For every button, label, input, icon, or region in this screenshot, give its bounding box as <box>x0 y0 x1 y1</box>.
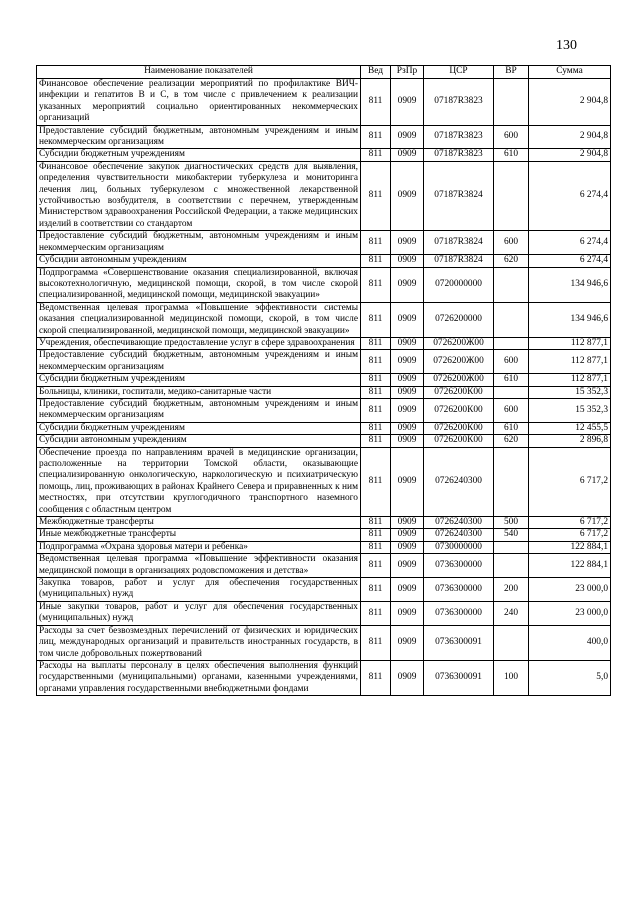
cell-vr <box>494 337 529 349</box>
cell-name: Предоставление субсидий бюджетным, автономным учреждениям и иным некоммерческим организациям <box>37 350 361 374</box>
cell-ved: 811 <box>361 601 391 625</box>
cell-rzpr: 0909 <box>391 302 424 337</box>
cell-name: Иные межбюджетные трансферты <box>37 529 361 541</box>
cell-sum: 2 904,8 <box>529 149 611 161</box>
cell-sum: 15 352,3 <box>529 386 611 398</box>
cell-vr: 620 <box>494 435 529 447</box>
cell-csr: 07187R3824 <box>424 161 494 230</box>
cell-vr: 610 <box>494 422 529 434</box>
cell-vr: 610 <box>494 149 529 161</box>
header-name: Наименование показателей <box>37 66 361 79</box>
cell-sum: 134 946,6 <box>529 267 611 302</box>
cell-sum: 122 884,1 <box>529 541 611 553</box>
cell-vr: 500 <box>494 517 529 529</box>
cell-name: Предоставление субсидий бюджетным, автономным учреждениям и иным некоммерческим организациям <box>37 231 361 255</box>
cell-sum: 6 274,4 <box>529 255 611 267</box>
budget-table <box>36 65 611 696</box>
table-header <box>37 66 611 79</box>
cell-sum: 23 000,0 <box>529 601 611 625</box>
cell-rzpr: 0909 <box>391 161 424 230</box>
cell-ved: 811 <box>361 435 391 447</box>
cell-rzpr: 0909 <box>391 554 424 578</box>
cell-vr <box>494 302 529 337</box>
cell-rzpr: 0909 <box>391 79 424 126</box>
cell-name: Больницы, клиники, госпитали, медико-санитарные части <box>37 386 361 398</box>
cell-vr: 540 <box>494 529 529 541</box>
cell-vr: 600 <box>494 398 529 422</box>
table-row <box>37 422 611 434</box>
header-row <box>37 66 611 79</box>
header-sum: Сумма <box>529 66 611 79</box>
cell-csr: 0726200Ж00 <box>424 374 494 386</box>
cell-rzpr: 0909 <box>391 231 424 255</box>
cell-vr: 600 <box>494 350 529 374</box>
cell-sum: 122 884,1 <box>529 554 611 578</box>
cell-name: Предоставление субсидий бюджетным, автономным учреждениям и иным некоммерческим организациям <box>37 398 361 422</box>
cell-sum: 23 000,0 <box>529 578 611 602</box>
cell-vr <box>494 161 529 230</box>
cell-csr: 0736300000 <box>424 578 494 602</box>
cell-csr: 07187R3824 <box>424 231 494 255</box>
cell-vr: 600 <box>494 231 529 255</box>
cell-rzpr: 0909 <box>391 578 424 602</box>
cell-csr: 0726200К00 <box>424 386 494 398</box>
cell-ved: 811 <box>361 625 391 660</box>
cell-name: Финансовое обеспечение реализации мероприятий по профилактике ВИЧ-инфекции и гепатитов В и С, в том числе с привлечением к реализации указанных мероприятий социально ориентированных некоммерческих организаций <box>37 79 361 126</box>
cell-sum: 2 896,8 <box>529 435 611 447</box>
cell-ved: 811 <box>361 398 391 422</box>
cell-rzpr: 0909 <box>391 625 424 660</box>
cell-name: Субсидии бюджетным учреждениям <box>37 422 361 434</box>
cell-rzpr: 0909 <box>391 149 424 161</box>
cell-name: Субсидии автономным учреждениям <box>37 255 361 267</box>
cell-csr: 0726240300 <box>424 529 494 541</box>
table-row <box>37 398 611 422</box>
cell-sum: 112 877,1 <box>529 374 611 386</box>
cell-sum: 6 717,2 <box>529 447 611 516</box>
cell-csr: 0736300000 <box>424 554 494 578</box>
cell-csr: 0720000000 <box>424 267 494 302</box>
cell-vr: 600 <box>494 125 529 149</box>
cell-ved: 811 <box>361 541 391 553</box>
cell-name: Предоставление субсидий бюджетным, автономным учреждениям и иным некоммерческим организациям <box>37 125 361 149</box>
cell-sum: 15 352,3 <box>529 398 611 422</box>
cell-vr <box>494 267 529 302</box>
cell-sum: 2 904,8 <box>529 79 611 126</box>
cell-ved: 811 <box>361 125 391 149</box>
cell-ved: 811 <box>361 337 391 349</box>
cell-sum: 6 717,2 <box>529 529 611 541</box>
cell-csr: 0736300091 <box>424 660 494 695</box>
cell-rzpr: 0909 <box>391 447 424 516</box>
cell-ved: 811 <box>361 517 391 529</box>
table-row <box>37 601 611 625</box>
cell-rzpr: 0909 <box>391 529 424 541</box>
cell-vr: 610 <box>494 374 529 386</box>
table-row <box>37 554 611 578</box>
cell-vr <box>494 541 529 553</box>
cell-ved: 811 <box>361 350 391 374</box>
cell-rzpr: 0909 <box>391 386 424 398</box>
cell-vr <box>494 625 529 660</box>
table-row <box>37 625 611 660</box>
cell-rzpr: 0909 <box>391 422 424 434</box>
cell-ved: 811 <box>361 374 391 386</box>
cell-csr: 0730000000 <box>424 541 494 553</box>
cell-name: Субсидии автономным учреждениям <box>37 435 361 447</box>
table-row <box>37 660 611 695</box>
cell-vr <box>494 447 529 516</box>
cell-ved: 811 <box>361 267 391 302</box>
table-row <box>37 231 611 255</box>
cell-ved: 811 <box>361 386 391 398</box>
cell-sum: 400,0 <box>529 625 611 660</box>
cell-rzpr: 0909 <box>391 374 424 386</box>
cell-name: Расходы за счет безвозмездных перечислений от физических и юридических лиц, международных организаций и правительств иностранных государств, в том числе добровольных пожертвований <box>37 625 361 660</box>
table-row <box>37 517 611 529</box>
cell-csr: 0726200К00 <box>424 422 494 434</box>
cell-name: Ведомственная целевая программа «Повышение эффективности системы оказания специализированной медицинской помощи, скорой, в том числе скорой специализированной, медицинской помощи, медицинской эвакуации» <box>37 302 361 337</box>
cell-ved: 811 <box>361 660 391 695</box>
cell-sum: 6 274,4 <box>529 231 611 255</box>
cell-rzpr: 0909 <box>391 541 424 553</box>
cell-rzpr: 0909 <box>391 125 424 149</box>
cell-rzpr: 0909 <box>391 660 424 695</box>
cell-csr: 0736300091 <box>424 625 494 660</box>
cell-name: Субсидии бюджетным учреждениям <box>37 374 361 386</box>
cell-csr: 0726200Ж00 <box>424 350 494 374</box>
cell-csr: 07187R3823 <box>424 149 494 161</box>
cell-csr: 0736300000 <box>424 601 494 625</box>
cell-ved: 811 <box>361 554 391 578</box>
table-row <box>37 337 611 349</box>
cell-sum: 112 877,1 <box>529 337 611 349</box>
cell-rzpr: 0909 <box>391 337 424 349</box>
cell-vr: 100 <box>494 660 529 695</box>
cell-rzpr: 0909 <box>391 398 424 422</box>
cell-vr <box>494 79 529 126</box>
table-row <box>37 125 611 149</box>
table-row <box>37 255 611 267</box>
cell-sum: 112 877,1 <box>529 350 611 374</box>
cell-name: Подпрограмма «Охрана здоровья матери и ребенка» <box>37 541 361 553</box>
table-body <box>37 79 611 696</box>
table-row <box>37 386 611 398</box>
cell-rzpr: 0909 <box>391 267 424 302</box>
cell-ved: 811 <box>361 302 391 337</box>
cell-name: Финансовое обеспечение закупок диагностических средств для выявления, определения чувствительности микобактерии туберкулеза и мониторинга лечения лиц, больных туберкулезом с множественной лекарственной устойчивостью возбудителя, в соответствии с перечнем, утвержденным Министерством здравоохранения Российской Федерации, а также медицинских изделий в соответствии со стандартом <box>37 161 361 230</box>
table-row <box>37 435 611 447</box>
cell-vr <box>494 386 529 398</box>
cell-vr: 240 <box>494 601 529 625</box>
table-row <box>37 578 611 602</box>
cell-name: Расходы на выплаты персоналу в целях обеспечения выполнения функций государственными (муниципальными) органами, казенными учреждениями, органами управления государственными внебюджетными фондами <box>37 660 361 695</box>
cell-csr: 0726240300 <box>424 447 494 516</box>
cell-sum: 6 274,4 <box>529 161 611 230</box>
cell-sum: 5,0 <box>529 660 611 695</box>
cell-vr <box>494 554 529 578</box>
cell-ved: 811 <box>361 422 391 434</box>
cell-ved: 811 <box>361 231 391 255</box>
cell-rzpr: 0909 <box>391 601 424 625</box>
cell-name: Иные закупки товаров, работ и услуг для обеспечения государственных (муниципальных) нужд <box>37 601 361 625</box>
table-row <box>37 350 611 374</box>
cell-name: Ведомственная целевая программа «Повышение эффективности оказания медицинской помощи в организациях родовспоможения и детства» <box>37 554 361 578</box>
table-row <box>37 79 611 126</box>
cell-ved: 811 <box>361 578 391 602</box>
cell-name: Обеспечение проезда по направлениям врачей в медицинские организации, расположенные на территории Томской области, оказывающие специализированную онкологическую, наркологическую и психиатрическую помощь, лиц, проживающих в районах Крайнего Севера и приравненных к ним местностях, при отсутствии круглогодичного транспортного наземного сообщения с областным центром <box>37 447 361 516</box>
header-rzpr: РзПр <box>391 66 424 79</box>
cell-ved: 811 <box>361 447 391 516</box>
cell-ved: 811 <box>361 161 391 230</box>
header-ved: Вед <box>361 66 391 79</box>
cell-vr: 200 <box>494 578 529 602</box>
cell-sum: 2 904,8 <box>529 125 611 149</box>
cell-csr: 0726200К00 <box>424 398 494 422</box>
cell-vr: 620 <box>494 255 529 267</box>
cell-csr: 0726200К00 <box>424 435 494 447</box>
header-csr: ЦСР <box>424 66 494 79</box>
cell-ved: 811 <box>361 255 391 267</box>
cell-ved: 811 <box>361 79 391 126</box>
cell-csr: 07187R3823 <box>424 79 494 126</box>
page-number: 130 <box>556 38 577 53</box>
cell-rzpr: 0909 <box>391 517 424 529</box>
table-row <box>37 529 611 541</box>
cell-csr: 0726240300 <box>424 517 494 529</box>
cell-name: Межбюджетные трансферты <box>37 517 361 529</box>
cell-csr: 0726200000 <box>424 302 494 337</box>
table-row <box>37 374 611 386</box>
cell-sum: 12 455,5 <box>529 422 611 434</box>
header-vr: ВР <box>494 66 529 79</box>
cell-rzpr: 0909 <box>391 255 424 267</box>
table-row <box>37 447 611 516</box>
cell-name: Субсидии бюджетным учреждениям <box>37 149 361 161</box>
cell-ved: 811 <box>361 149 391 161</box>
table-row <box>37 149 611 161</box>
table-row <box>37 267 611 302</box>
table-row <box>37 161 611 230</box>
cell-csr: 0726200Ж00 <box>424 337 494 349</box>
cell-csr: 07187R3823 <box>424 125 494 149</box>
cell-name: Учреждения, обеспечивающие предоставление услуг в сфере здравоохранения <box>37 337 361 349</box>
cell-csr: 07187R3824 <box>424 255 494 267</box>
cell-name: Подпрограмма «Совершенствование оказания специализированной, включая высокотехнологичную, медицинской помощи, скорой, в том числе скорой специализированной, медицинской помощи, медицинской эвакуации» <box>37 267 361 302</box>
table-row <box>37 541 611 553</box>
cell-name: Закупка товаров, работ и услуг для обеспечения государственных (муниципальных) нужд <box>37 578 361 602</box>
cell-sum: 134 946,6 <box>529 302 611 337</box>
cell-rzpr: 0909 <box>391 350 424 374</box>
cell-sum: 6 717,2 <box>529 517 611 529</box>
cell-rzpr: 0909 <box>391 435 424 447</box>
table-row <box>37 302 611 337</box>
cell-ved: 811 <box>361 529 391 541</box>
